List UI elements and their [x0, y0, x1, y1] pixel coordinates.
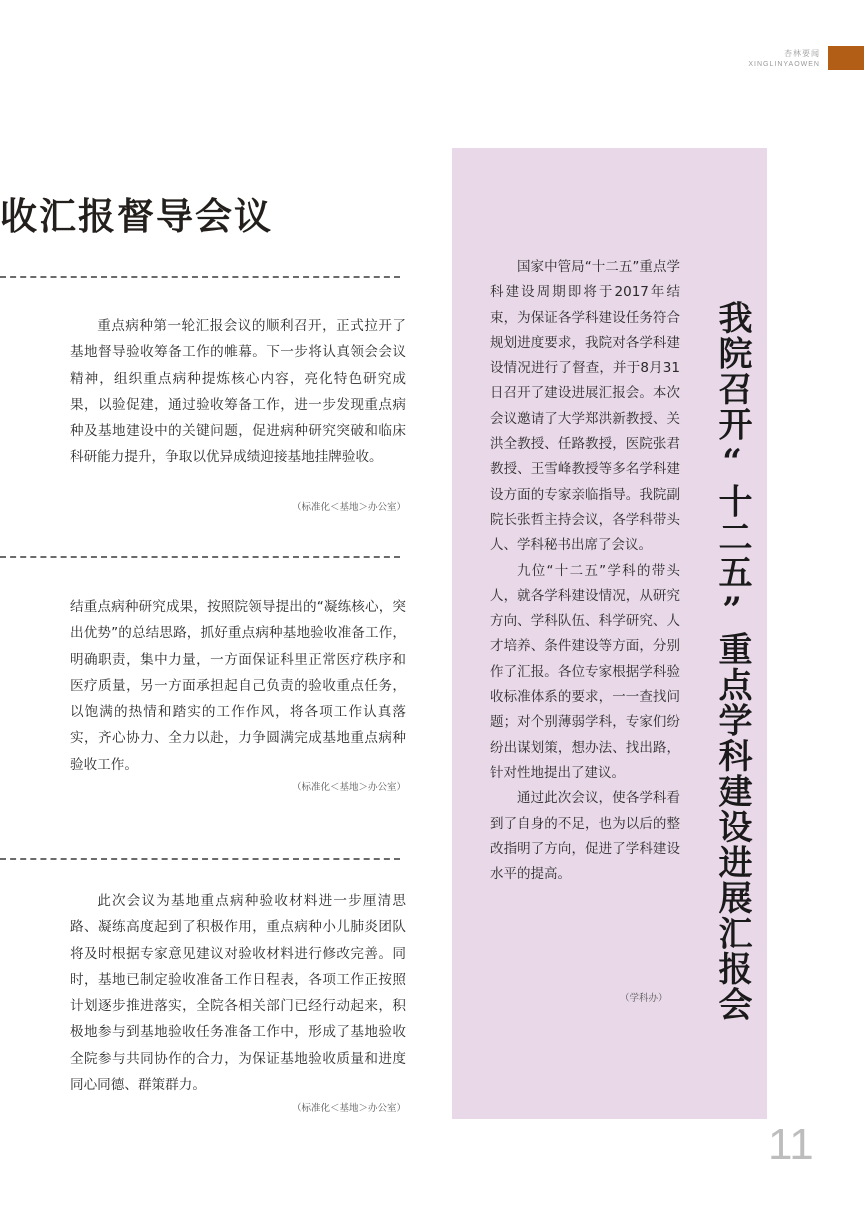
section-name: 杏林要闻 [784, 49, 820, 58]
panel-paragraph: 国家中管局“十二五”重点学科建设周期即将于2017年结束，为保证各学科建设任务符合规划进度要求，我院对各学科建设情况进行了督查，并于8月31日召开了建设进展汇报会。本次会议邀请了大学郑洪新教授、关洪全教授、任路教授，医院张君教授、王雪峰教授等多名学科建设方面的专家亲临指导。我院副院长张哲主持会议，各学科带头人、学科秘书出席了会议。 [490, 259, 680, 554]
article-paragraph: 结重点病种研究成果，按照院领导提出的“凝练核心，突出优势”的总结思路，抓好重点病种基地验收准备工作，明确职责，集中力量，一方面保证科里正常医疗秩序和医疗质量，另一方面承担起自己负责的验收重点任务，以饱满的热情和踏实的工作作风，将各项工作认真落实，齐心协力、全力以赴，力争圆满完成基地重点病种验收工作。 [70, 599, 406, 773]
article-source: （标准化＜基地＞办公室） [291, 782, 406, 793]
article-source: （标准化＜基地＞办公室） [291, 502, 406, 513]
panel-paragraph: 九位“十二五”学科的带头人，就各学科建设情况，从研究方向、学科队伍、科学研究、人才培养、条件建设等方面，分别作了汇报。各位专家根据学科验收标准体系的要求，一一查找问题；对个别薄弱学科，专家们纷纷出谋划策，想办法、找出路，针对性地提出了建议。 [490, 562, 680, 781]
panel-paragraph: 通过此次会议，使各学科看到了自身的不足，也为以后的整改指明了方向，促进了学科建设水平的提高。 [490, 790, 680, 883]
section-divider [0, 556, 400, 558]
article-paragraph: 此次会议为基地重点病种验收材料进一步厘清思路、凝练高度起到了积极作用，重点病种小儿肺炎团队将及时根据专家意见建议对验收材料进行修改完善。同时，基地已制定验收准备工作日程表，各项工作正按照计划逐步推进落实，全院各相关部门已经行动起来，积极地参与到基地验收任务准备工作中，形成了基地验收全院参与共同协作的合力，为保证基地验收质量和进度同心同德、群策群力。 [70, 893, 406, 1094]
article-source: （标准化＜基地＞办公室） [291, 1103, 406, 1114]
header-accent-bar [828, 46, 864, 70]
panel-headline: 我院召开“十二五”重点学科建设进展汇报会 [712, 300, 752, 1022]
panel-source: （学科办） [620, 993, 668, 1004]
news-panel [452, 148, 767, 1119]
panel-body [490, 255, 680, 887]
article-title: 收汇报督导会议 [0, 194, 273, 238]
section-header [748, 48, 820, 68]
section-divider [0, 858, 400, 860]
section-name-pinyin: XINGLINYAOWEN [748, 61, 820, 68]
article-paragraph: 重点病种第一轮汇报会议的顺利召开，正式拉开了基地督导验收筹备工作的帷幕。下一步将认真领会会议精神，组织重点病种提炼核心内容，亮化特色研究成果，以验促建，通过验收筹备工作，进一步发现重点病种及基地建设中的关键问题，促进病种研究突破和临床科研能力提升，争取以优异成绩迎接基地挂牌验收。 [70, 318, 406, 466]
page-number: 11 [768, 1120, 814, 1169]
section-divider [0, 276, 400, 278]
